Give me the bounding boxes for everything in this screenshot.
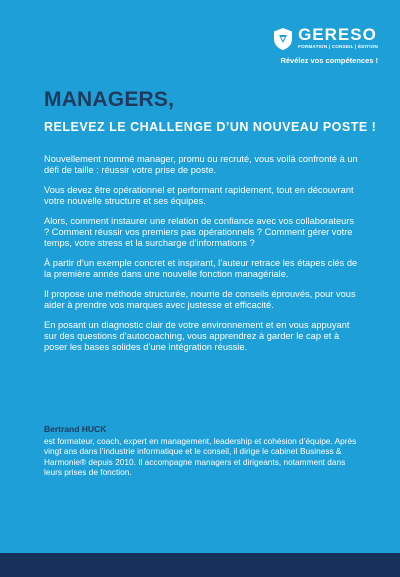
paragraph: À partir d’un exemple concret et inspirant, l’auteur retrace les étapes clés de la première année dans une nouvelle fonction managériale. — [44, 257, 358, 280]
author-bio: est formateur, coach, expert en management, leadership et cohésion d’équipe. Après vingt ans dans l’industrie informatique et le conseil, il dirige le cabinet Business & Harmonie® depuis 2010. Il accompagne managers et dirigeants, notamment dans leurs prises de fonction. — [44, 436, 357, 478]
title-line-1: MANAGERS, — [44, 88, 175, 111]
paragraph: Nouvellement nommé manager, promu ou recruté, vous voilà confronté à un défi de taille : réussir votre prise de poste. — [44, 154, 358, 176]
paragraph: Il propose une méthode structurée, nourrie de conseils éprouvés, pour vous aider à prendre vos marques avec justesse et efficacité. — [44, 288, 356, 311]
paragraph: Vous devez être opérationnel et performant rapidement, tout en découvrant votre nouvelle structure et ses équipes. — [44, 184, 354, 207]
title-line-2: RELEVEZ LE CHALLENGE D’UN NOUVEAU POSTE ! — [44, 120, 377, 134]
brand-tagline: Révélez vos compétences ! — [280, 56, 378, 65]
brand-name: GERESO — [298, 25, 377, 44]
paragraph: Alors, comment instaurer une relation de confiance avec vos collaborateurs ? Comment réussir vos premiers pas opérationnels ? Comment gérer votre temps, votre stress et la surcharge d’informations ? — [44, 215, 355, 249]
bottom-band — [0, 553, 400, 577]
brand-subtitle: FORMATION | CONSEIL | ÉDITION — [298, 44, 378, 49]
paragraph: En posant un diagnostic clair de votre environnement et en vous appuyant sur des questions d’autocoaching, vous apprendrez à garder le cap et à poser les bases solides d’une intégration réussie. — [44, 319, 350, 353]
description-text — [44, 154, 360, 362]
gereso-logo — [272, 26, 378, 51]
shield-logo-icon — [272, 27, 294, 51]
author-name: Bertrand HUCK — [44, 424, 107, 434]
